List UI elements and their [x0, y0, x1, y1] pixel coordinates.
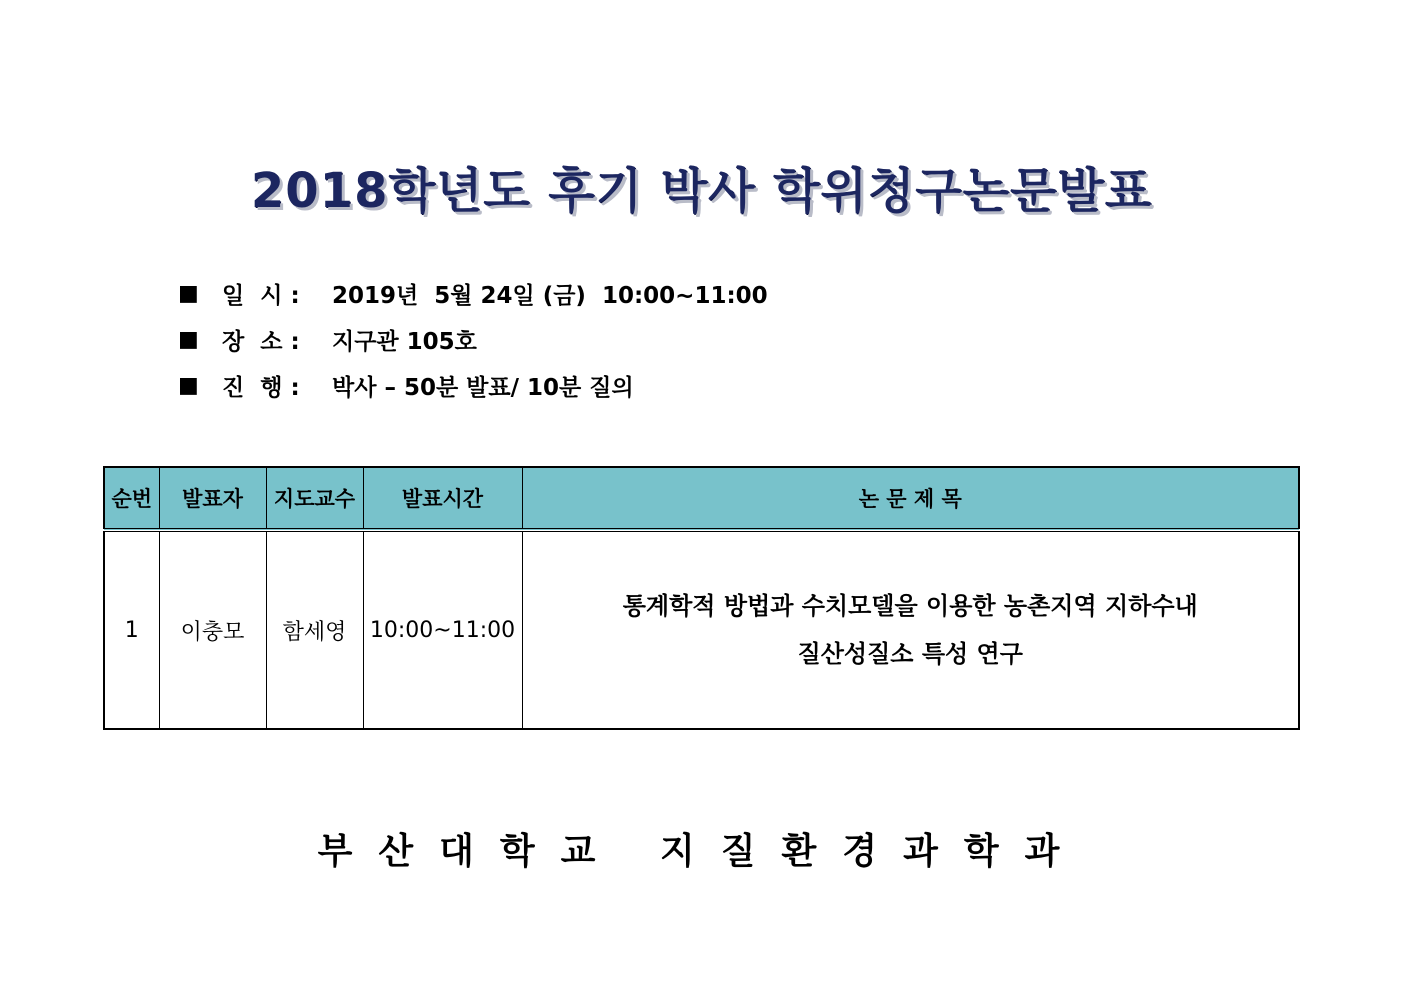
info-label: 장 소 : — [222, 328, 300, 355]
square-bullet-icon: ■ — [178, 326, 199, 352]
square-bullet-icon: ■ — [178, 280, 199, 306]
cell-thesis-title — [522, 530, 1299, 729]
info-value: 박사 – 50분 발표/ 10분 질의 — [332, 374, 634, 401]
info-row-datetime — [178, 270, 768, 316]
thesis-title-line-1: 통계학적 방법과 수치모델을 이용한 농촌지역 지하수내 — [622, 592, 1198, 620]
header-time: 발표시간 — [363, 467, 522, 530]
thesis-title-line-2: 질산성질소 특성 연구 — [797, 640, 1023, 668]
header-advisor: 지도교수 — [266, 467, 363, 530]
header-order: 순번 — [104, 467, 159, 530]
info-value: 지구관 105호 — [332, 328, 477, 355]
header-thesis-title: 논 문 제 목 — [522, 467, 1299, 530]
cell-order: 1 — [104, 530, 159, 729]
cell-presenter: 이충모 — [159, 530, 266, 729]
event-info — [178, 270, 768, 408]
info-label: 일 시 : — [222, 282, 300, 309]
info-label: 진 행 : — [222, 374, 300, 401]
info-row-format — [178, 362, 768, 408]
page-title: 2018학년도 후기 박사 학위청구논문발표 — [250, 163, 1153, 219]
cell-time: 10:00~11:00 — [363, 530, 522, 729]
presentation-schedule-table — [103, 466, 1300, 730]
info-value: 2019년 5월 24일 (금) 10:00~11:00 — [332, 282, 768, 309]
square-bullet-icon: ■ — [178, 372, 199, 398]
cell-advisor: 함세영 — [266, 530, 363, 729]
info-row-location — [178, 316, 768, 362]
table-header-row — [104, 467, 1299, 530]
department-footer: 부산대학교 지질환경과학과 — [317, 830, 1086, 872]
header-presenter: 발표자 — [159, 467, 266, 530]
table-row — [104, 530, 1299, 729]
